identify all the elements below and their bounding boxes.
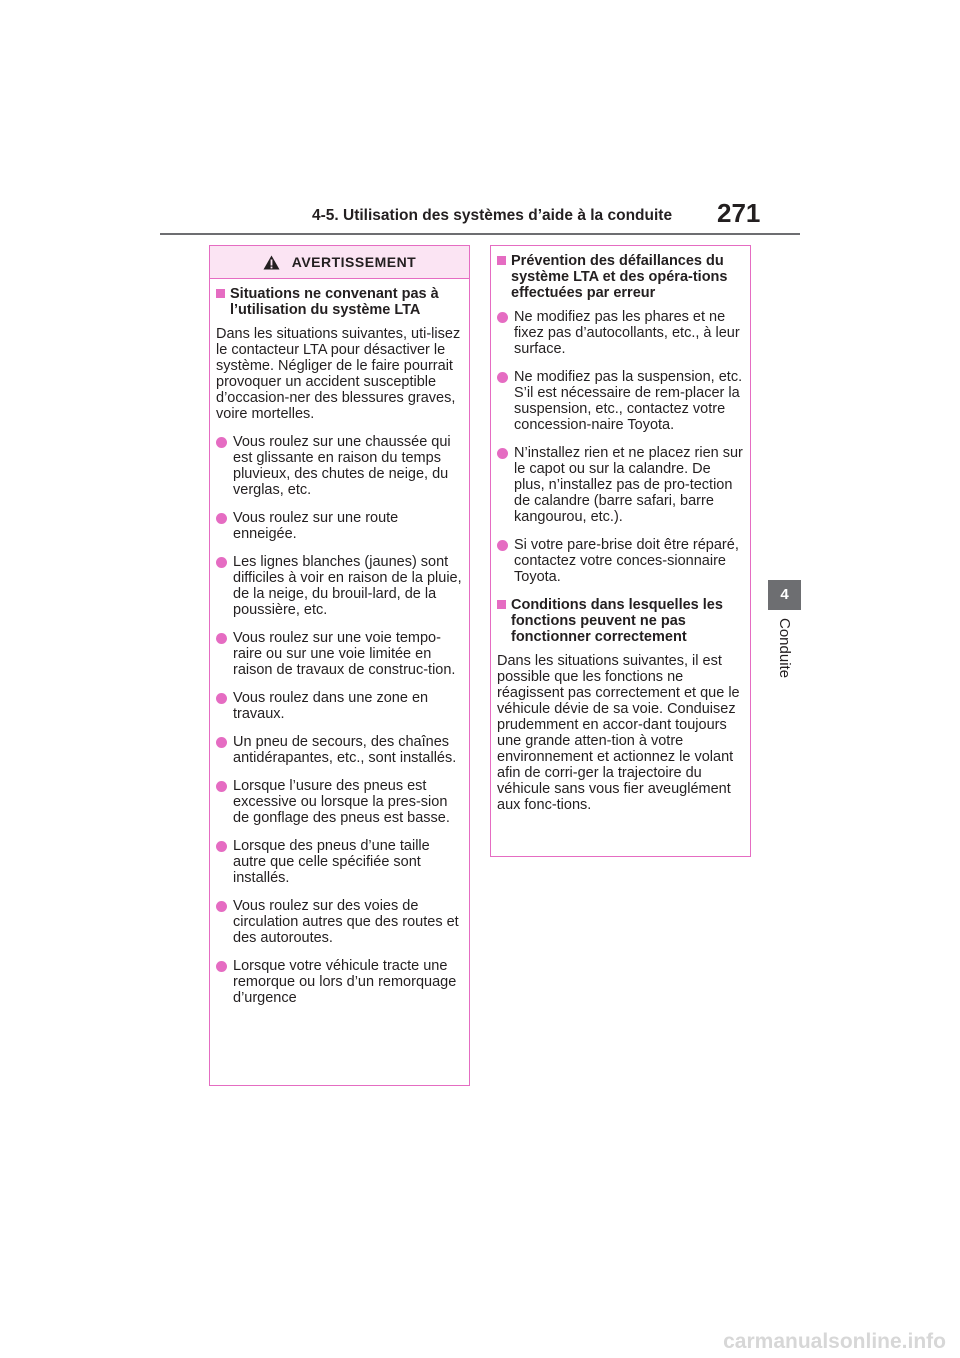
list-item-text: Vous roulez sur une route enneigée.	[233, 510, 399, 542]
section-title: 4-5. Utilisation des systèmes d’aide à la conduite	[312, 207, 673, 224]
conditions-subheading-text: Conditions dans lesquelles les fonctions peuvent ne pas fonctionner correctement	[511, 597, 723, 645]
list-item	[216, 958, 463, 1006]
list-item-text: Ne modifiez pas les phares et ne fixez pas d’autocollants, etc., à leur surface.	[514, 309, 740, 357]
chapter-tab-number: 4	[768, 580, 801, 610]
page-number: 271	[717, 198, 761, 228]
list-item	[497, 309, 744, 357]
dot-bullet-icon	[216, 901, 227, 912]
dot-bullet-icon	[216, 737, 227, 748]
dot-bullet-icon	[216, 513, 227, 524]
warning-box-continued	[490, 245, 751, 857]
square-bullet-icon	[497, 256, 506, 265]
dot-bullet-icon	[216, 557, 227, 568]
list-item-text: Vous roulez sur des voies de circulation autres que des routes et des autoroutes.	[233, 898, 459, 946]
warning-box	[209, 245, 470, 1086]
warning-header	[210, 246, 469, 279]
watermark: carmanualsonline.info	[723, 1330, 946, 1353]
list-item-text: Vous roulez sur une chaussée qui est glissante en raison du temps pluvieux, des chutes de neige, du verglas, etc.	[233, 434, 451, 498]
dot-bullet-icon	[497, 448, 508, 459]
square-bullet-icon	[497, 600, 506, 609]
list-item-text: Lorsque votre véhicule tracte une remorque ou lors d’un remorquage d’urgence	[233, 958, 457, 1006]
prevention-subheading	[497, 253, 744, 301]
list-item	[216, 898, 463, 946]
dot-bullet-icon	[497, 312, 508, 323]
conditions-subheading	[497, 597, 744, 645]
dot-bullet-icon	[216, 633, 227, 644]
warning-intro: Dans les situations suivantes, uti-lisez le contacteur LTA pour désactiver le système. Négliger de le faire pourrait provoquer un accident susceptible d’occasion-ner des blessures graves, voire mortelles.	[216, 326, 461, 422]
list-item	[216, 734, 463, 766]
chapter-tab-label: Conduite	[776, 618, 793, 679]
list-item-text: N’installez rien et ne placez rien sur le capot ou sur la calandre. De plus, n’installez pas de pro-tection de calandre (barre safari, barre kangourou, etc.).	[514, 445, 743, 525]
conditions-text: Dans les situations suivantes, il est possible que les fonctions ne réagissent pas correctement et que le véhicule dévie de sa voie. Conduisez prudemment en accor-dant toujours une grande atten-tion à votre environnement et actionnez le volant afin de corri-ger la trajectoire du véhicule sans vous fier aveuglément aux fonc-tions.	[497, 653, 740, 813]
dot-bullet-icon	[216, 781, 227, 792]
list-item	[216, 510, 463, 542]
list-item-text: Vous roulez dans une zone en travaux.	[233, 690, 429, 722]
list-item-text: Vous roulez sur une voie tempo-raire ou sur une voie limitée en raison de travaux de construc-tion.	[233, 630, 456, 678]
list-item	[216, 434, 463, 498]
list-item	[497, 369, 744, 433]
header-divider	[160, 233, 800, 235]
dot-bullet-icon	[216, 693, 227, 704]
list-item-text: Lorsque l’usure des pneus est excessive ou lorsque la pres-sion de gonflage des pneus est basse.	[233, 778, 450, 826]
warning-subheading	[216, 286, 463, 318]
dot-bullet-icon	[497, 372, 508, 383]
dot-bullet-icon	[216, 841, 227, 852]
dot-bullet-icon	[216, 961, 227, 972]
list-item-text: Ne modifiez pas la suspension, etc. S’il est nécessaire de rem-placer la suspension, etc., contactez votre concession-naire Toyota.	[514, 369, 743, 433]
list-item	[216, 690, 463, 722]
list-item-text: Lorsque des pneus d’une taille autre que celle spécifiée sont installés.	[233, 838, 430, 886]
list-item-text: Les lignes blanches (jaunes) sont difficiles à voir en raison de la pluie, de la neige, du brouil-lard, de la poussière, etc.	[233, 554, 462, 618]
list-item	[216, 778, 463, 826]
warning-heading: AVERTISSEMENT	[291, 254, 417, 270]
list-item	[497, 537, 744, 585]
list-item	[216, 554, 463, 618]
dot-bullet-icon	[497, 540, 508, 551]
prevention-subheading-text: Prévention des défaillances du système LTA et des opéra-tions effectuées par erreur	[511, 253, 728, 301]
list-item	[497, 445, 744, 525]
dot-bullet-icon	[216, 437, 227, 448]
warning-triangle-icon	[263, 255, 280, 270]
warning-subheading-text: Situations ne convenant pas à l’utilisation du système LTA	[230, 286, 439, 318]
list-item	[216, 838, 463, 886]
list-item-text: Un pneu de secours, des chaînes antidérapantes, etc., sont installés.	[233, 734, 457, 766]
square-bullet-icon	[216, 289, 225, 298]
list-item	[216, 630, 463, 678]
list-item-text: Si votre pare-brise doit être réparé, contactez votre conces-sionnaire Toyota.	[514, 537, 739, 585]
